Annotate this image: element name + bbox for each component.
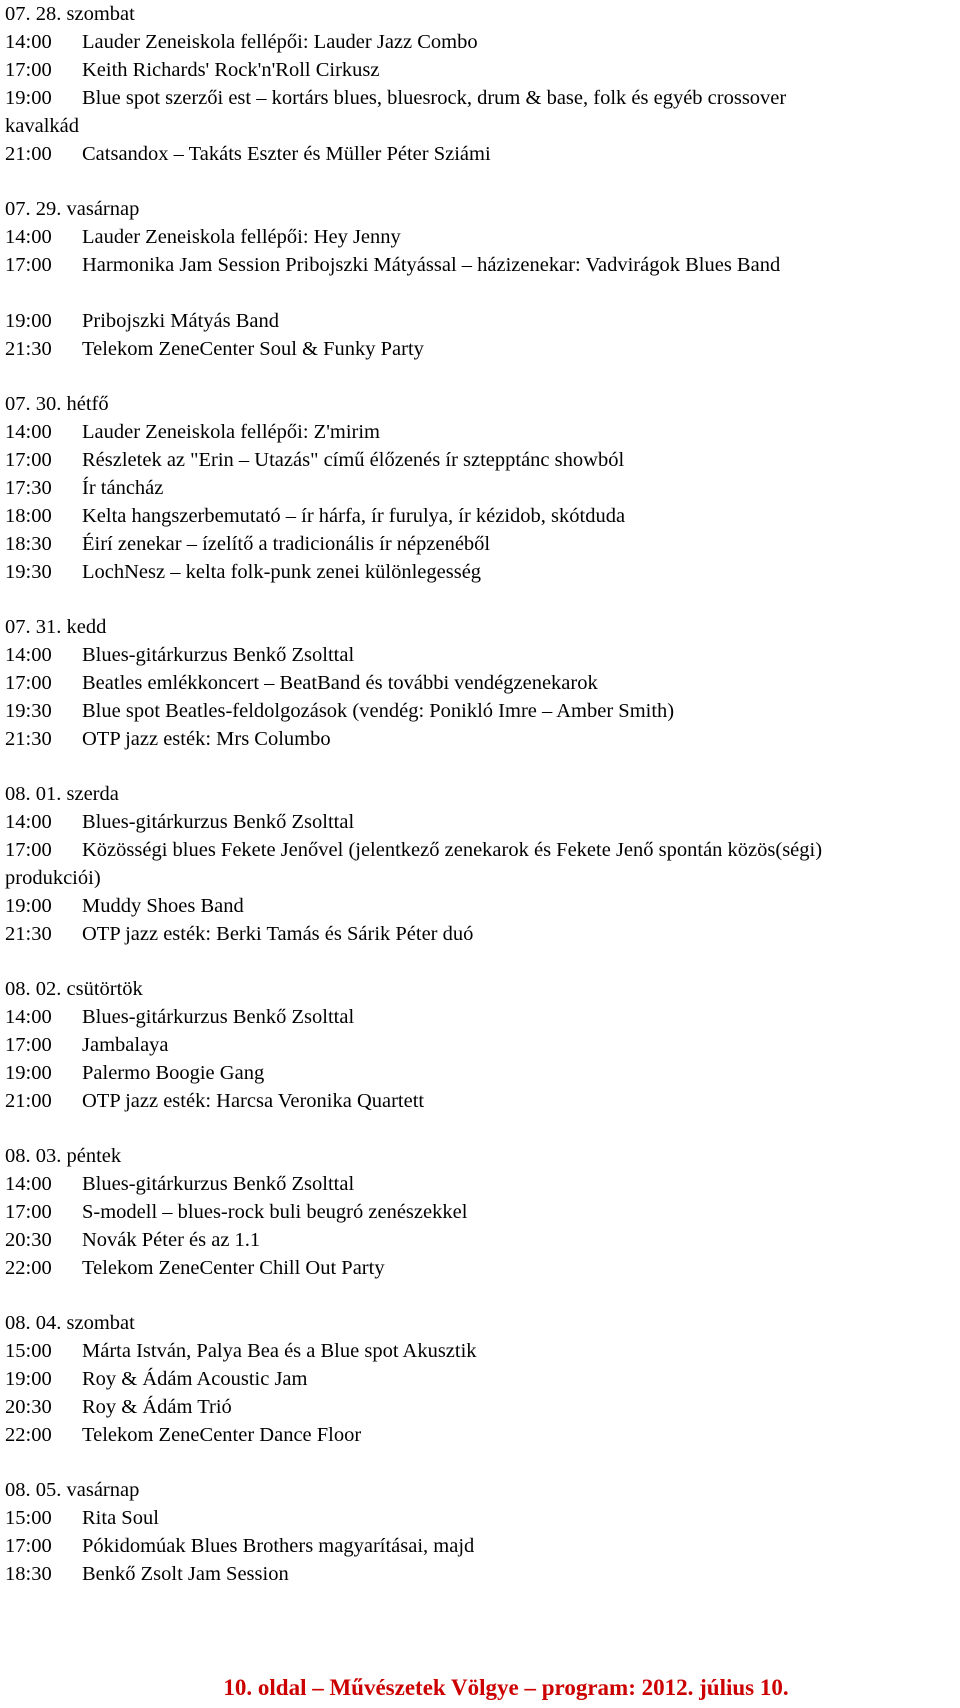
footer-text: 10. oldal – Művészetek Völgye – program: 2012. július 10. — [223, 1675, 789, 1700]
event-time: 21:00 — [5, 1090, 52, 1112]
event-row — [5, 1059, 955, 1087]
event-time: 19:00 — [5, 895, 52, 917]
event-text: Novák Péter és az 1.1 — [82, 1229, 261, 1251]
event-text: Lauder Zeneiskola fellépői: Hey Jenny — [82, 226, 401, 248]
event-time: 19:30 — [5, 700, 52, 722]
event-row — [5, 1337, 955, 1365]
event-row — [5, 84, 955, 112]
event-text: Beatles emlékkoncert – BeatBand és további vendégzenekarok — [82, 672, 598, 694]
day-header: 08. 04. szombat — [5, 1312, 135, 1334]
event-time: 17:00 — [5, 1201, 52, 1223]
day-block — [5, 1309, 955, 1449]
event-row — [5, 530, 955, 558]
day-header: 08. 05. vasárnap — [5, 1479, 140, 1501]
event-text: Harmonika Jam Session Pribojszki Mátyással – házizenekar: Vadvirágok Blues Band — [82, 254, 781, 276]
event-row — [5, 669, 955, 697]
event-row — [5, 56, 955, 84]
blank-line — [5, 279, 955, 307]
event-time: 14:00 — [5, 31, 52, 53]
event-time: 14:00 — [5, 811, 52, 833]
event-text: Közösségi blues Fekete Jenővel (jelentkező zenekarok és Fekete Jenő spontán közös(ségi) — [82, 839, 823, 861]
event-time: 21:30 — [5, 338, 52, 360]
day-header: 07. 31. kedd — [5, 616, 107, 638]
event-text: Jambalaya — [82, 1034, 169, 1056]
event-time: 15:00 — [5, 1507, 52, 1529]
event-text: Kelta hangszerbemutató – ír hárfa, ír furulya, ír kézidob, skótduda — [82, 505, 626, 527]
event-time: 19:00 — [5, 87, 52, 109]
event-row — [5, 335, 955, 363]
day-header: 08. 01. szerda — [5, 783, 119, 805]
event-row — [5, 808, 955, 836]
event-text: Catsandox – Takáts Eszter és Müller Péter Sziámi — [82, 143, 491, 165]
event-time: 20:30 — [5, 1396, 52, 1418]
event-time: 22:00 — [5, 1424, 52, 1446]
event-row — [5, 725, 955, 753]
event-row — [5, 641, 955, 669]
event-row — [5, 28, 955, 56]
event-row — [5, 1226, 955, 1254]
event-continuation: kavalkád — [5, 115, 79, 137]
event-time: 17:30 — [5, 477, 52, 499]
event-time: 19:00 — [5, 310, 52, 332]
event-text: LochNesz – kelta folk-punk zenei különlegesség — [82, 561, 482, 583]
event-text: Telekom ZeneCenter Chill Out Party — [82, 1257, 385, 1279]
event-time: 18:00 — [5, 505, 52, 527]
event-time: 17:00 — [5, 59, 52, 81]
day-block — [5, 1142, 955, 1282]
event-text: Blue spot Beatles-feldolgozások (vendég: Ponikló Imre – Amber Smith) — [82, 700, 675, 722]
event-text: OTP jazz esték: Berki Tamás és Sárik Péter duó — [82, 923, 474, 945]
event-time: 22:00 — [5, 1257, 52, 1279]
event-text: Márta István, Palya Bea és a Blue spot Akusztik — [82, 1340, 477, 1362]
event-text: Benkő Zsolt Jam Session — [82, 1563, 289, 1585]
event-row — [5, 920, 955, 948]
event-time: 17:00 — [5, 1034, 52, 1056]
event-text: Telekom ZeneCenter Dance Floor — [82, 1424, 362, 1446]
event-text: Blue spot szerzői est – kortárs blues, bluesrock, drum & base, folk és egyéb crossover — [82, 87, 787, 109]
day-header: 07. 30. hétfő — [5, 393, 109, 415]
event-text: Részletek az "Erin – Utazás" című élőzenés ír sztepptánc showból — [82, 449, 625, 471]
event-text: S-modell – blues-rock buli beugró zenészekkel — [82, 1201, 468, 1223]
day-block — [5, 390, 955, 586]
event-text: Roy & Ádám Trió — [82, 1396, 232, 1418]
event-text: Roy & Ádám Acoustic Jam — [82, 1368, 308, 1390]
event-text: Éirí zenekar – ízelítő a tradicionális ír népzenéből — [82, 533, 491, 555]
event-text: Keith Richards' Rock'n'Roll Cirkusz — [82, 59, 380, 81]
event-time: 18:30 — [5, 1563, 52, 1585]
event-time: 19:00 — [5, 1368, 52, 1390]
event-text: Blues-gitárkurzus Benkő Zsolttal — [82, 644, 355, 666]
event-row — [5, 697, 955, 725]
event-time: 20:30 — [5, 1229, 52, 1251]
event-row — [5, 892, 955, 920]
day-header: 07. 28. szombat — [5, 3, 135, 25]
event-row — [5, 251, 955, 279]
event-text: Pókidomúak Blues Brothers magyarításai, majd — [82, 1535, 475, 1557]
event-continuation: produkciói) — [5, 867, 101, 889]
event-text: Blues-gitárkurzus Benkő Zsolttal — [82, 1173, 355, 1195]
event-time: 18:30 — [5, 533, 52, 555]
event-time: 14:00 — [5, 644, 52, 666]
day-block — [5, 1476, 955, 1588]
event-time: 21:30 — [5, 728, 52, 750]
event-time: 17:00 — [5, 672, 52, 694]
day-block — [5, 0, 955, 168]
event-time: 17:00 — [5, 1535, 52, 1557]
event-text: OTP jazz esték: Mrs Columbo — [82, 728, 331, 750]
event-text: Ír táncház — [82, 477, 164, 499]
event-text: Rita Soul — [82, 1507, 159, 1529]
event-row — [5, 1087, 955, 1115]
event-row — [5, 474, 955, 502]
event-row — [5, 1198, 955, 1226]
event-row — [5, 1031, 955, 1059]
event-row — [5, 418, 955, 446]
day-header: 07. 29. vasárnap — [5, 198, 140, 220]
event-row — [5, 836, 955, 864]
event-text: Blues-gitárkurzus Benkő Zsolttal — [82, 811, 355, 833]
day-block — [5, 195, 955, 363]
event-row — [5, 140, 955, 168]
event-row — [5, 502, 955, 530]
event-time: 14:00 — [5, 1006, 52, 1028]
event-row — [5, 1170, 955, 1198]
event-time: 17:00 — [5, 449, 52, 471]
event-text: Telekom ZeneCenter Soul & Funky Party — [82, 338, 424, 360]
event-row — [5, 1254, 955, 1282]
day-block — [5, 613, 955, 753]
event-row — [5, 1560, 955, 1588]
event-time: 21:30 — [5, 923, 52, 945]
event-time: 17:00 — [5, 839, 52, 861]
event-row — [5, 1365, 955, 1393]
day-block — [5, 975, 955, 1115]
event-text: Lauder Zeneiskola fellépői: Z'mirim — [82, 421, 380, 443]
event-time: 15:00 — [5, 1340, 52, 1362]
event-row — [5, 446, 955, 474]
day-block — [5, 780, 955, 948]
event-text: Muddy Shoes Band — [82, 895, 244, 917]
event-row — [5, 558, 955, 586]
program-page — [5, 0, 955, 1615]
event-row — [5, 1003, 955, 1031]
event-time: 19:30 — [5, 561, 52, 583]
day-header: 08. 02. csütörtök — [5, 978, 143, 1000]
page-footer — [0, 1674, 960, 1702]
event-row — [5, 307, 955, 335]
event-text: Lauder Zeneiskola fellépői: Lauder Jazz Combo — [82, 31, 478, 53]
event-time: 14:00 — [5, 421, 52, 443]
event-row — [5, 223, 955, 251]
event-time: 14:00 — [5, 1173, 52, 1195]
event-text: Pribojszki Mátyás Band — [82, 310, 280, 332]
event-row — [5, 1504, 955, 1532]
event-time: 19:00 — [5, 1062, 52, 1084]
event-time: 21:00 — [5, 143, 52, 165]
event-time: 14:00 — [5, 226, 52, 248]
event-text: Blues-gitárkurzus Benkő Zsolttal — [82, 1006, 355, 1028]
event-row — [5, 1421, 955, 1449]
event-row — [5, 1393, 955, 1421]
event-text: OTP jazz esték: Harcsa Veronika Quartett — [82, 1090, 425, 1112]
event-row — [5, 1532, 955, 1560]
event-text: Palermo Boogie Gang — [82, 1062, 265, 1084]
event-time: 17:00 — [5, 254, 52, 276]
day-header: 08. 03. péntek — [5, 1145, 122, 1167]
